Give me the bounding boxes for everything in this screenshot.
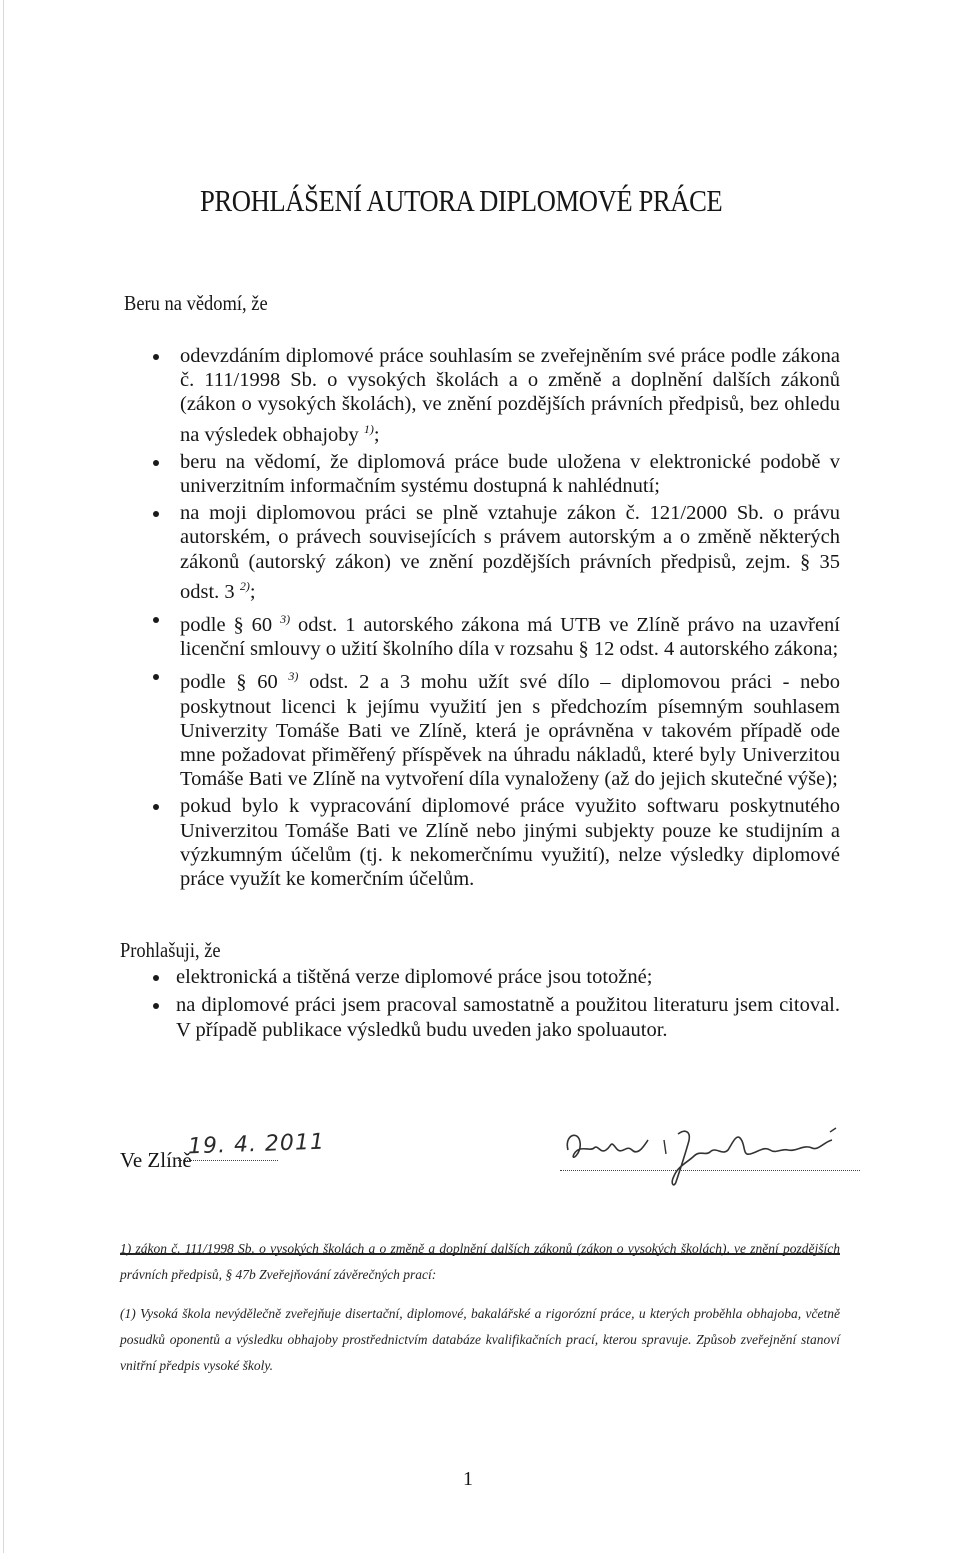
section1-lead: Beru na vědomí, že <box>124 291 268 315</box>
list-item-tail: odst. 2 a 3 mohu užít své dílo – diplomovou práci - nebo poskytnout licenci k jejímu využití jen s předchozím písemným souhlasem Univerzity Tomáše Bati ve Zlíně, která je oprávněna v takovém případě ode mne požadovat přiměřený příspěvek na úhradu nákladů, které byly Univerzitou Tomáše Bati ve Zlíně na vytvoření díla vynaloženy (až do jejich skutečné výše); <box>180 671 841 791</box>
handwritten-date: 19. 4. 2011 <box>187 1129 326 1160</box>
list-item-text: odevzdáním diplomové práce souhlasím se zveřejněním své práce podle zákona č. 111/1998 Sb. o vysokých školách a o změně a doplnění dalších zákonů (zákon o vysokých školách), ve znění pozdějších právních předpisů, bez ohledu na výsledek obhajoby <box>180 345 840 446</box>
list-item-text: pokud bylo k vypracování diplomové práce využito softwaru poskytnutého Univerzitou Tomáše Bati ve Zlíně nebo jinými subjekty pouze ke studijním a výzkumným účelům (tj. k nekomerčnímu využití), nelze výsledky diplomové práce využít ke komerčním účelům. <box>180 795 840 891</box>
bullet-icon <box>153 975 159 981</box>
list-item <box>150 664 840 791</box>
section1-list <box>150 344 840 894</box>
footnote-2: (1) Vysoká škola nevýdělečně zveřejňuje disertační, diplomové, bakalářské a rigorózní práce, u kterých proběhla obhajoba, včetně posudků oponentů a výsledku obhajoby prostřednictvím databáze kvalifikačních prací, kterou spravuje. Způsob zveřejnění stanoví vnitřní předpis vysoké školy. <box>120 1306 840 1373</box>
footnote-ref: 3) <box>288 669 299 684</box>
footnote-ref: 2) <box>239 578 250 593</box>
scan-edge-line <box>3 0 4 1553</box>
bullet-icon <box>153 617 159 623</box>
list-item-tail: odst. 1 autorského zákona má UTB ve Zlíně právo na uzavření licenční smlouvy o užití školního díla v rozsahu § 12 odst. 4 autorského zákona; <box>180 614 840 661</box>
list-item <box>150 450 840 498</box>
list-item-tail: ; <box>249 580 256 603</box>
list-item-text: podle § 60 <box>180 614 273 637</box>
list-item <box>150 993 840 1043</box>
date-dotted-line <box>178 1160 278 1161</box>
bullet-icon <box>153 354 159 360</box>
list-item-tail: ; <box>373 423 380 446</box>
list-item-text: beru na vědomí, že diplomová práce bude uložena v elektronické podobě v univerzitním informačním systému dostupná k nahlédnutí; <box>180 450 840 498</box>
footnote-ref: 3) <box>280 612 291 627</box>
page-number: 1 <box>463 1468 473 1490</box>
footnote-ref: 1) <box>363 421 374 436</box>
place-label: Ve Zlíně <box>120 1148 192 1172</box>
page-title: PROHLÁŠENÍ AUTORA DIPLOMOVÉ PRÁCE <box>200 183 723 218</box>
list-item <box>150 344 840 447</box>
list-item <box>150 607 840 661</box>
list-item-text: na diplomové práci jsem pracoval samostatně a použitou literaturu jsem citoval. V případě publikace výsledků budu uveden jako spoluautor. <box>176 994 840 1041</box>
list-item <box>150 965 840 990</box>
list-item-text: podle § 60 <box>180 671 278 694</box>
bullet-icon <box>153 1003 159 1009</box>
section2-list <box>150 965 840 1046</box>
bullet-icon <box>153 511 159 517</box>
bullet-icon <box>153 804 159 810</box>
bullet-icon <box>153 460 159 466</box>
list-item-text: na moji diplomovou práci se plně vztahuje zákon č. 121/2000 Sb. o právu autorském, o právech souvisejících s právem autorským a o změně některých zákonů (autorský zákon) ve znění pozdějších právních předpisů, zejm. § 35 odst. 3 <box>180 502 840 603</box>
handwritten-signature <box>560 1110 860 1190</box>
bullet-icon <box>153 674 159 680</box>
list-item-text: elektronická a tištěná verze diplomové práce jsou totožné; <box>176 966 653 988</box>
section2-lead: Prohlašuji, že <box>120 938 221 962</box>
list-item <box>150 501 840 604</box>
list-item <box>150 794 840 891</box>
footnote-1: 1) zákon č. 111/1998 Sb. o vysokých školách a o změně a doplnění dalších zákonů (zákon o vysokých školách), ve znění pozdějších právních předpisů, § 47b Zveřejňování závěrečných prací: <box>120 1241 840 1282</box>
